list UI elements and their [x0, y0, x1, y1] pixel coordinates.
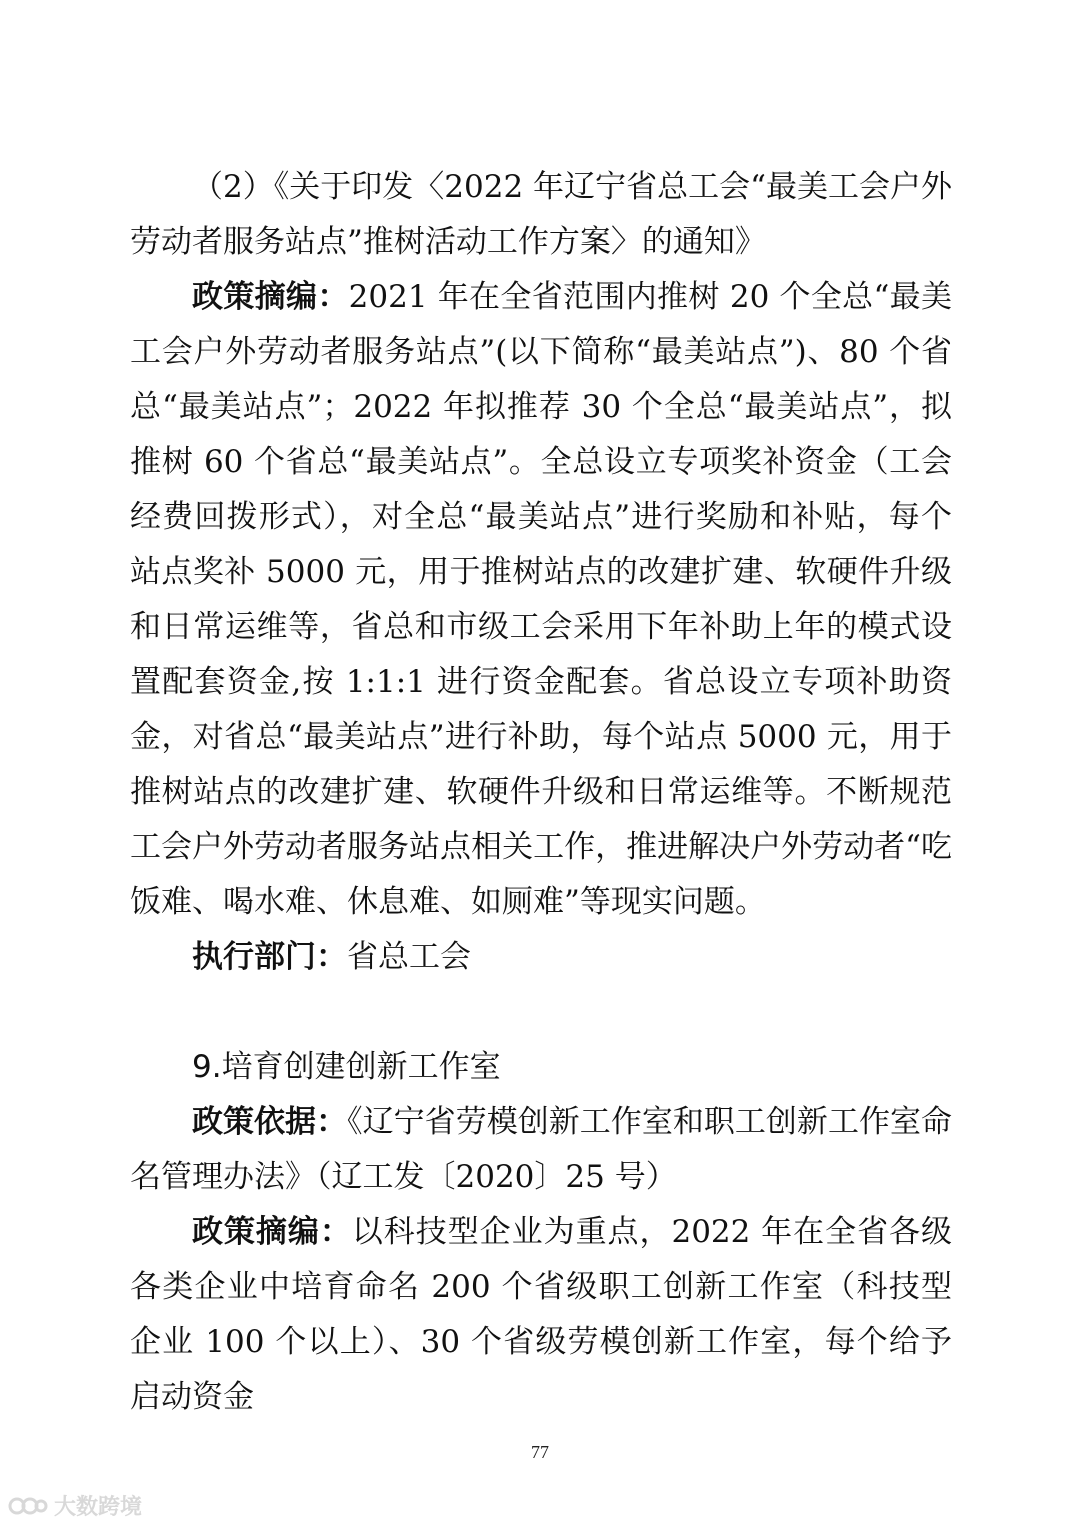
watermark: [8, 1490, 142, 1521]
dept-label: 执行部门：: [192, 939, 347, 975]
item2-title: （2）《关于印发〈2022 年辽宁省总工会“最美工会户外劳动者服务站点”推树活动工作方案〉的通知》: [130, 169, 952, 260]
page-number: 77: [531, 1442, 549, 1462]
basis-text: 《辽宁省劳模创新工作室和职工创新工作室命名管理办法》（辽工发〔2020〕25 号）: [130, 1104, 953, 1195]
basis-label: 政策依据：: [192, 1104, 348, 1140]
document-body: [130, 160, 952, 1425]
item2-dept: [130, 930, 952, 985]
watermark-text: 大数跨境: [54, 1495, 143, 1520]
summary-label: 政策摘编：: [192, 279, 349, 315]
section9-basis: [130, 1095, 952, 1205]
summary-text-2: 以科技型企业为重点，2022 年在全省各级各类企业中培育命名 200 个省级职工创新工作室（科技型企业 100 个以上）、30 个省级劳模创新工作室，每个给予启动资金: [130, 1214, 953, 1415]
item2-summary: [130, 270, 952, 930]
dept-text: 省总工会: [347, 939, 471, 975]
watermark-logo-icon: [8, 1493, 48, 1519]
summary-label-2: 政策摘编：: [192, 1214, 352, 1250]
section9-heading: 9.培育创建创新工作室: [192, 1049, 501, 1085]
section9-summary: [130, 1205, 952, 1425]
summary-text: 2021 年在全省范围内推树 20 个全总“最美工会户外劳动者服务站点”(以下简称“最美站点”)、80 个省总“最美站点”；2022 年拟推荐 30 个全总“最美站点”，拟推树 60 个省总“最美站点”。全总设立专项奖补资金（工会经费回拨形式），对全总“最美站点”进行奖励和补贴，每个站点奖补 5000 元，用于推树站点的改建扩建、软硬件升级和日常运维等，省总和市级工会采用下年补助上年的模式设置配套资金,按 1:1:1 进行资金配套。省总设立专项补助资金，对省总“最美站点”进行补助，每个站点 5000 元，用于推树站点的改建扩建、软硬件升级和日常运维等。不断规范工会户外劳动者服务站点相关工作，推进解决户外劳动者“吃饭难、喝水难、休息难、如厕难”等现实问题。: [130, 279, 953, 920]
section-gap: [130, 985, 952, 1040]
